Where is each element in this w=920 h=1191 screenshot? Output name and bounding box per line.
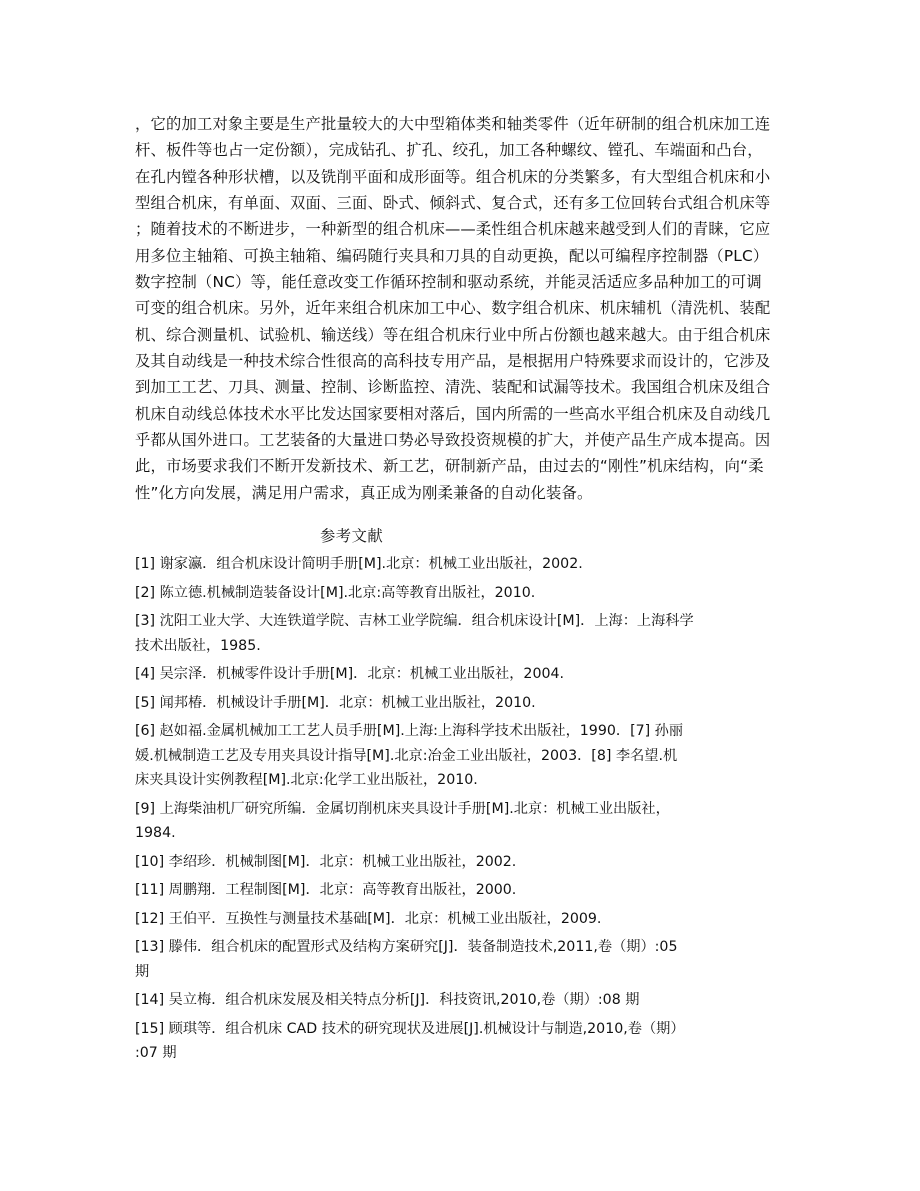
reference-line: [14] 吴立梅．组合机床发展及相关特点分析[J]．科技资讯,2010,卷（期）:08 期: [135, 992, 640, 1008]
paragraph-line: 数字控制（NC）等，能任意改变工作循环控制和驱动系统，并能灵活适应多品种加工的可调: [135, 273, 762, 292]
reference-item: [135, 850, 785, 875]
reference-item: [135, 935, 785, 984]
references-heading: 参考文献: [320, 527, 384, 545]
paragraph-line: 性”化方向发展，满足用户需求，真正成为刚柔兼备的自动化装备。: [135, 483, 593, 502]
reference-line: [5] 闻邦椿．机械设计手册[M]．北京：机械工业出版社，2010.: [135, 694, 536, 711]
reference-line: [4] 吴宗泽．机械零件设计手册[M]．北京：机械工业出版社，2004.: [135, 666, 565, 682]
reference-line: [3] 沈阳工业大学、大连铁道学院、吉林工业学院编．组合机床设计[M]．上海：上海科学: [135, 613, 694, 629]
paragraph-line: 到加工工艺、刀具、测量、控制、诊断监控、清洗、装配和试漏等技术。我国组合机床及组合: [135, 378, 771, 397]
paragraph-line: 机床自动线总体技术水平比发达国家要相对落后，国内所需的一些高水平组合机床及自动线几: [135, 404, 771, 423]
paragraph-line: 杆、板件等也占一定份额），完成钻孔、扩孔、绞孔，加工各种螺纹、镗孔、车端面和凸台，: [135, 141, 763, 160]
paragraph-line: 可变的组合机床。另外，近年来组合机床加工中心、数字组合机床、机床辅机（清洗机、装配: [135, 299, 771, 318]
reference-item: [135, 907, 785, 932]
reference-item: [135, 1017, 785, 1066]
reference-line: [2] 陈立德.机械制造装备设计[M].北京:高等教育出版社，2010.: [135, 584, 536, 601]
reference-line: 床夹具设计实例教程[M].北京:化学工业出版社，2010.: [135, 772, 478, 788]
body-paragraph: [135, 111, 785, 506]
reference-item: [135, 662, 785, 687]
paragraph-line: 及其自动线是一种技术综合性很高的高科技专用产品，是根据用户特殊要求而设计的，它涉及: [135, 352, 771, 371]
reference-line: [12] 王伯平．互换性与测量技术基础[M]．北京：机械工业出版社，2009.: [135, 910, 602, 927]
paragraph-line: 在孔内镗各种形状槽，以及铣削平面和成形面等。组合机床的分类繁多，有大型组合机床和小: [135, 167, 771, 186]
reference-line: [9] 上海柴油机厂研究所编．金属切削机床夹具设计手册[M].北京：机械工业出版社，: [135, 800, 670, 817]
reference-item: [135, 581, 785, 606]
paragraph-line: 型组合机床，有单面、双面、三面、卧式、倾斜式、复合式，还有多工位回转台式组合机床等: [135, 194, 771, 213]
reference-line: [6] 赵如福.金属机械加工工艺人员手册[M].上海:上海科学技术出版社，1990．[7] 孙丽: [135, 723, 684, 739]
paragraph-line: ；随着技术的不断进步，一种新型的组合机床——柔性组合机床越来越受到人们的青睐，它应: [135, 220, 771, 239]
reference-line: [11] 周鹏翔．工程制图[M]．北京：高等教育出版社，2000.: [135, 882, 517, 898]
paragraph-line: 用多位主轴箱、可换主轴箱、编码随行夹具和刀具的自动更换，配以可编程序控制器（PLC）: [135, 246, 769, 265]
reference-item: [135, 878, 785, 903]
reference-item: [135, 552, 785, 577]
paragraph-line: 机、综合测量机、试验机、输送线）等在组合机床行业中所占份额也越来越大。由于组合机床: [135, 325, 771, 344]
paragraph-line: 此，市场要求我们不断开发新技术、新工艺，研制新产品，由过去的“刚性”机床结构，向“柔: [135, 457, 764, 476]
reference-line: 媛.机械制造工艺及专用夹具设计指导[M].北京:冶金工业出版社，2003．[8] 李名望.机: [135, 747, 678, 764]
paragraph-line: 乎都从国外进口。工艺装备的大量进口势必导致投资规模的扩大，并使产品生产成本提高。因: [135, 431, 771, 450]
reference-line: [10] 李绍珍．机械制图[M]．北京：机械工业出版社，2002.: [135, 853, 517, 870]
reference-item: [135, 691, 785, 716]
paragraph-line: ，它的加工对象主要是生产批量较大的大中型箱体类和轴类零件（近年研制的组合机床加工连: [135, 115, 771, 133]
reference-line: 期: [135, 963, 150, 980]
reference-line: 1984.: [135, 825, 176, 841]
reference-line: [15] 顾琪等．组合机床 CAD 技术的研究现状及进展[J].机械设计与制造,2010,卷（期）: [135, 1020, 685, 1037]
reference-line: [1] 谢家瀛．组合机床设计简明手册[M].北京：机械工业出版社，2002.: [135, 556, 583, 572]
reference-line: :07 期: [135, 1045, 177, 1061]
reference-item: [135, 988, 785, 1013]
reference-item: [135, 797, 785, 846]
reference-line: 技术出版社，1985.: [135, 637, 261, 654]
reference-item: [135, 609, 785, 658]
reference-line: [13] 滕伟．组合机床的配置形式及结构方案研究[J]．装备制造技术,2011,卷（期）:05: [135, 939, 678, 955]
reference-item: [135, 719, 785, 793]
references-list: [135, 552, 785, 1066]
